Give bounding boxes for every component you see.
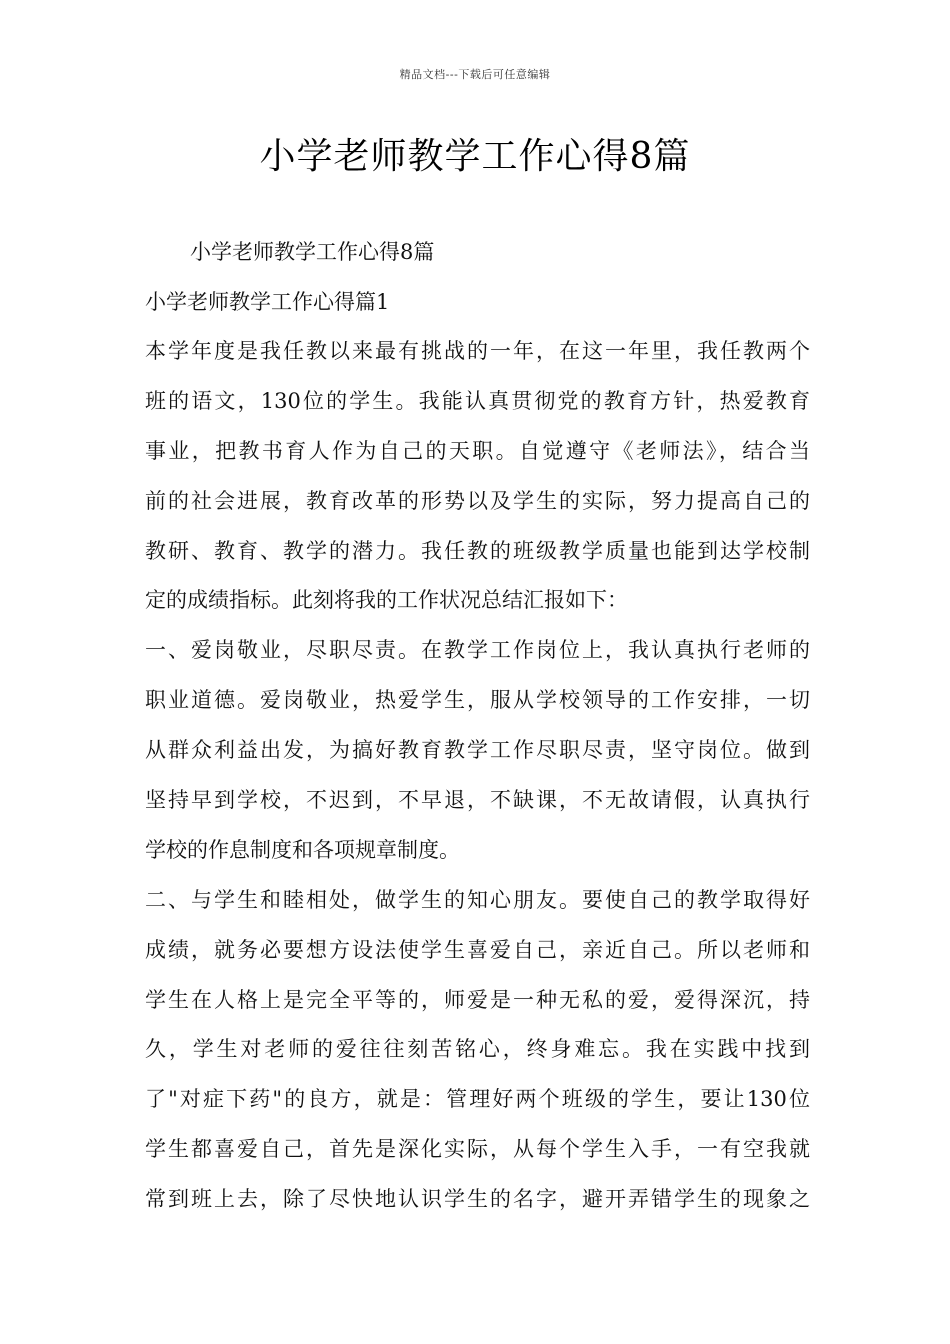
body-line: 学生都喜爱自己，首先是深化实际，从每个学生入手，一有空我就	[145, 1137, 810, 1162]
body-line: 本学年度是我任教以来最有挑战的一年，在这一年里，我任教两个	[145, 339, 810, 363]
header-note: 精品文档---下载后可任意编辑	[399, 68, 551, 81]
body-line: 班的语文，130位的学生。我能认真贯彻党的教育方针，热爱教育	[145, 388, 810, 413]
body-line: 定的成绩指标。此刻将我的工作状况总结汇报如下：	[145, 588, 628, 613]
section-heading: 小学老师教学工作心得篇1	[145, 290, 390, 314]
body-line: 前的社会进展，教育改革的形势以及学生的实际，努力提高自己的	[145, 488, 810, 513]
body-line: 成绩，就务必要想方设法使学生喜爱自己，亲近自己。所以老师和	[145, 937, 810, 962]
body-line: 二、与学生和睦相处，做学生的知心朋友。要使自己的教学取得好	[145, 887, 810, 912]
body-line: 事业，把教书育人作为自己的天职。自觉遵守《老师法》，结合当	[145, 438, 810, 463]
body-text	[145, 336, 810, 1234]
body-line: 坚持早到学校，不迟到，不早退，不缺课，不无故请假，认真执行	[145, 788, 810, 813]
body-line: 久，学生对老师的爱往往刻苦铭心，终身难忘。我在实践中找到	[145, 1037, 810, 1062]
body-line: 了"对症下药"的良方，就是：管理好两个班级的学生，要让130位	[145, 1087, 810, 1112]
body-line: 常到班上去，除了尽快地认识学生的名字，避开弄错学生的现象之	[145, 1187, 810, 1212]
body-line: 职业道德。爱岗敬业，热爱学生，服从学校领导的工作安排，一切	[145, 688, 810, 713]
body-line: 学校的作息制度和各项规章制度。	[145, 837, 460, 862]
document-subtitle: 小学老师教学工作心得8篇	[190, 240, 435, 264]
body-line: 教研、教育、教学的潜力。我任教的班级教学质量也能到达学校制	[145, 538, 810, 563]
body-line: 一、爱岗敬业，尽职尽责。在教学工作岗位上，我认真执行老师的	[145, 638, 810, 663]
body-line: 学生在人格上是完全平等的，师爱是一种无私的爱，爱得深沉，持	[145, 987, 810, 1012]
document-title: 小学老师教学工作心得8篇	[259, 136, 691, 177]
body-line: 从群众利益出发，为搞好教育教学工作尽职尽责，坚守岗位。做到	[145, 738, 810, 763]
